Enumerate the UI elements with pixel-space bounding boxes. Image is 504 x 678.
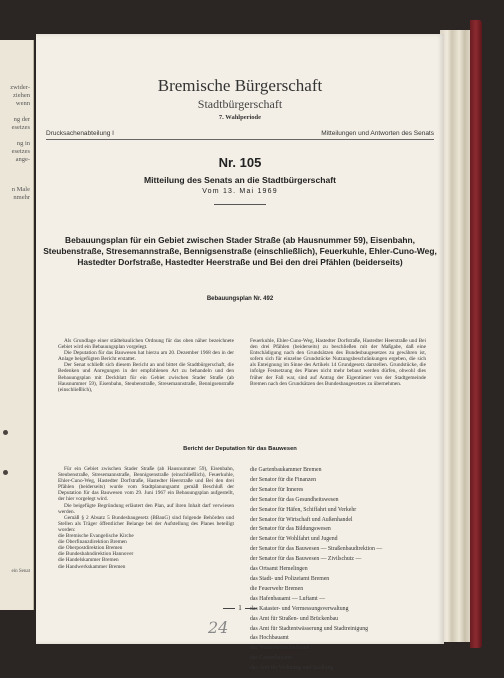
list-item: das Amt für Wohnung und Siedlung — [250, 665, 334, 672]
list-item: die Handwerkskammer Bremen — [58, 563, 126, 570]
report-heading: Bericht der Deputation für das Bauwesen — [183, 446, 297, 452]
document-date: Vom 13. Mai 1969 — [202, 188, 278, 195]
list-item: der Senator für das Gesundheitswesen — [250, 496, 339, 503]
left-page-fragment: nmehr — [13, 194, 30, 201]
department-label: Drucksachenabteilung I — [46, 130, 114, 137]
left-page-fragment: esetzes — [11, 148, 30, 155]
list-item: die Oberfinanzdirektion Bremen — [58, 539, 127, 546]
list-item: der Senator für das Bildungswesen — [250, 526, 331, 533]
left-page-fragment: esetzes — [11, 124, 30, 131]
report-column-right — [250, 466, 426, 674]
list-item: das Amt für Stadtentwässerung und Stadtreinigung — [250, 625, 369, 632]
binder-cover — [470, 20, 482, 648]
left-page-edge — [0, 40, 34, 610]
paragraph: Der Senat schließt sich diesem Bericht an und bittet die Stadtbürgerschaft, die Bedenken und Anregungen in der empfohlenen Art zu behandeln und den Bebauungsplan mit Deckblatt für ein Gebiet zwischen Stader Straße (ab Hausnummer 59), Eisenbahn, Steubenstraße, Stresemannstraße, Bennigsenstraße (einschließlich), — [58, 362, 234, 393]
list-item: die Oberpostdirektion Bremen — [58, 545, 123, 552]
divider — [214, 204, 266, 205]
page-number: 1 — [36, 604, 444, 612]
list-item: die Handelskammer Bremen — [58, 557, 119, 564]
publisher-title: Bremische Bürgerschaft — [157, 76, 323, 95]
list-item: das Kataster- und Vermessungsverwaltung — [250, 605, 349, 612]
left-page-fragment: zwider- — [10, 84, 30, 91]
list-item: das Gartenbauamt — [250, 655, 293, 662]
election-period: 7. Wahlperiode — [218, 114, 262, 121]
paragraph: Für ein Gebiet zwischen Stader Straße (ab Hausnummer 59), Eisenbahn, Steubenstraße, Stresemannstraße, Bennigsenstraße (einschließlich), Feuerkuhle, Ehler-Cuno-Weg, Hastedter Dorfstraße, Hastedter Heerstraße und Bei den drei Pfählen (beiderseits) wurde vom Stadtplanungsamt gemäß Beschluß der Deputation für das Bauwesen vom 29. Juni 1967 ein Bebauungsplan aufgestellt, der hier vorgelegt wird. — [58, 466, 234, 503]
list-item: das Stadt- und Polizeiamt Bremen — [250, 575, 330, 582]
report-column-left — [58, 466, 234, 570]
list-item: der Senator für die Finanzen — [250, 476, 316, 483]
document-heading: Mitteilung des Senats an die Stadtbürgerschaft — [144, 175, 336, 185]
list-item: die Feuerwehr Bremen — [250, 585, 304, 592]
list-item: der Senator für Inneres — [250, 486, 304, 493]
paragraph: Die beigefügte Begründung erläutert den Plan, auf ihren Inhalt darf verwiesen werden. — [58, 502, 234, 515]
list-item: das Ortsamt Hemelingen — [250, 566, 308, 573]
section-label: Mitteilungen und Antworten des Senats — [321, 130, 434, 137]
paragraph: Gemäß § 2 Absatz 5 Bundesbaugesetz (BBauG) sind folgende Behörden und Stellen als Träger öffentlicher Belange bei der Aufstellung des Planes beteiligt worden: — [58, 514, 234, 533]
intro-column-right — [250, 338, 426, 387]
list-item: der Senator für das Bauwesen — Straßenbaudirektion — — [250, 546, 383, 553]
document-number: Nr. 105 — [218, 155, 262, 170]
list-item: die Bremische Evangelische Kirche — [58, 533, 134, 540]
left-page-fragment: wenn — [15, 100, 30, 107]
left-page-fragment: ziehen — [13, 92, 30, 99]
list-item: das Wasserwirtschaftsamt — [250, 645, 310, 652]
paragraph: Feuerkuhle, Ehler-Cuno-Weg, Hastedter Dorfstraße, Hastedter Heerstraße und Bei den drei Pfählen (beiderseits) zu beschließen mit der Maßgabe, daß eine Entschädigung nach den Grundsätzen des Bundesbaugesetzes zu gewähren ist, sofern sich für einzelne Grundstücke Nutzungsbeschränkungen ergeben, die sich als Enteignung im Sinne des Artikels 14 Grundgesetz darstellen. Grundstücke, die infolge Festsetzung des Planes nicht mehr bebaut werden dürfen, obwohl dies früher der Fall war, sind auf Antrag der Eigentümer von der Stadtgemeinde Bremen nach den Grundsätzen des Bundesbaugesetzes zu übernehmen. — [250, 338, 426, 387]
list-item: die Gartenbaukammer Bremen — [250, 467, 322, 473]
document-page — [36, 34, 444, 672]
list-item: der Senator für Häfen, Schiffahrt und Verkehr — [250, 506, 357, 513]
left-page-fragment: ng der — [13, 116, 30, 123]
running-header — [46, 130, 434, 140]
punch-hole — [3, 430, 8, 435]
list-item: der Senator für Wirtschaft und Außenhandel — [250, 516, 353, 523]
plan-title: Bebauungsplan für ein Gebiet zwischen Stader Straße (ab Hausnummer 59), Eisenbahn, Steubenstraße, Stresemannstraße, Bennigsenstraße (einschließlich), Feuerkuhle, Ehler-Cuno-Weg, Hastedter Dorfstraße, Hastedter Heerstraße und Bei den drei Pfählen (beiderseits) — [43, 235, 437, 267]
left-page-fragment: ng in — [16, 140, 30, 147]
publisher-subtitle: Stadtbürgerschaft — [197, 97, 283, 111]
plan-number: Bebauungsplan Nr. 492 — [206, 296, 274, 302]
punch-hole — [3, 470, 8, 475]
left-page-fragment: angе- — [15, 156, 30, 163]
paragraph: Als Grundlage einer städtebaulichen Ordnung für das oben näher bezeichnete Gebiet wird ein Bebauungsplan vorgelegt. — [58, 338, 234, 351]
list-item: die Bundesbahndirektion Hannover — [58, 551, 134, 558]
paragraph: Die Deputation für das Bauwesen hat hierzu am 20. Dezember 1968 den in der Anlage beigefügten Bericht erstattet. — [58, 350, 234, 363]
list-item: das Hafenbauamt — Luftamt — — [250, 595, 326, 602]
handwritten-annotation: 24 — [208, 618, 229, 637]
left-page-fragment: n Male — [11, 186, 30, 193]
left-page-fragment: ein Senat — [11, 569, 30, 574]
list-item: das Hochbauamt — [250, 635, 289, 642]
list-item: das Amt für Straßen- und Brückenbau — [250, 615, 339, 622]
intro-column-left — [58, 338, 234, 393]
list-item: der Senator für das Bauwesen — Zivilschutz — — [250, 556, 362, 563]
list-item: der Senator für Wohlfahrt und Jugend — [250, 536, 338, 543]
